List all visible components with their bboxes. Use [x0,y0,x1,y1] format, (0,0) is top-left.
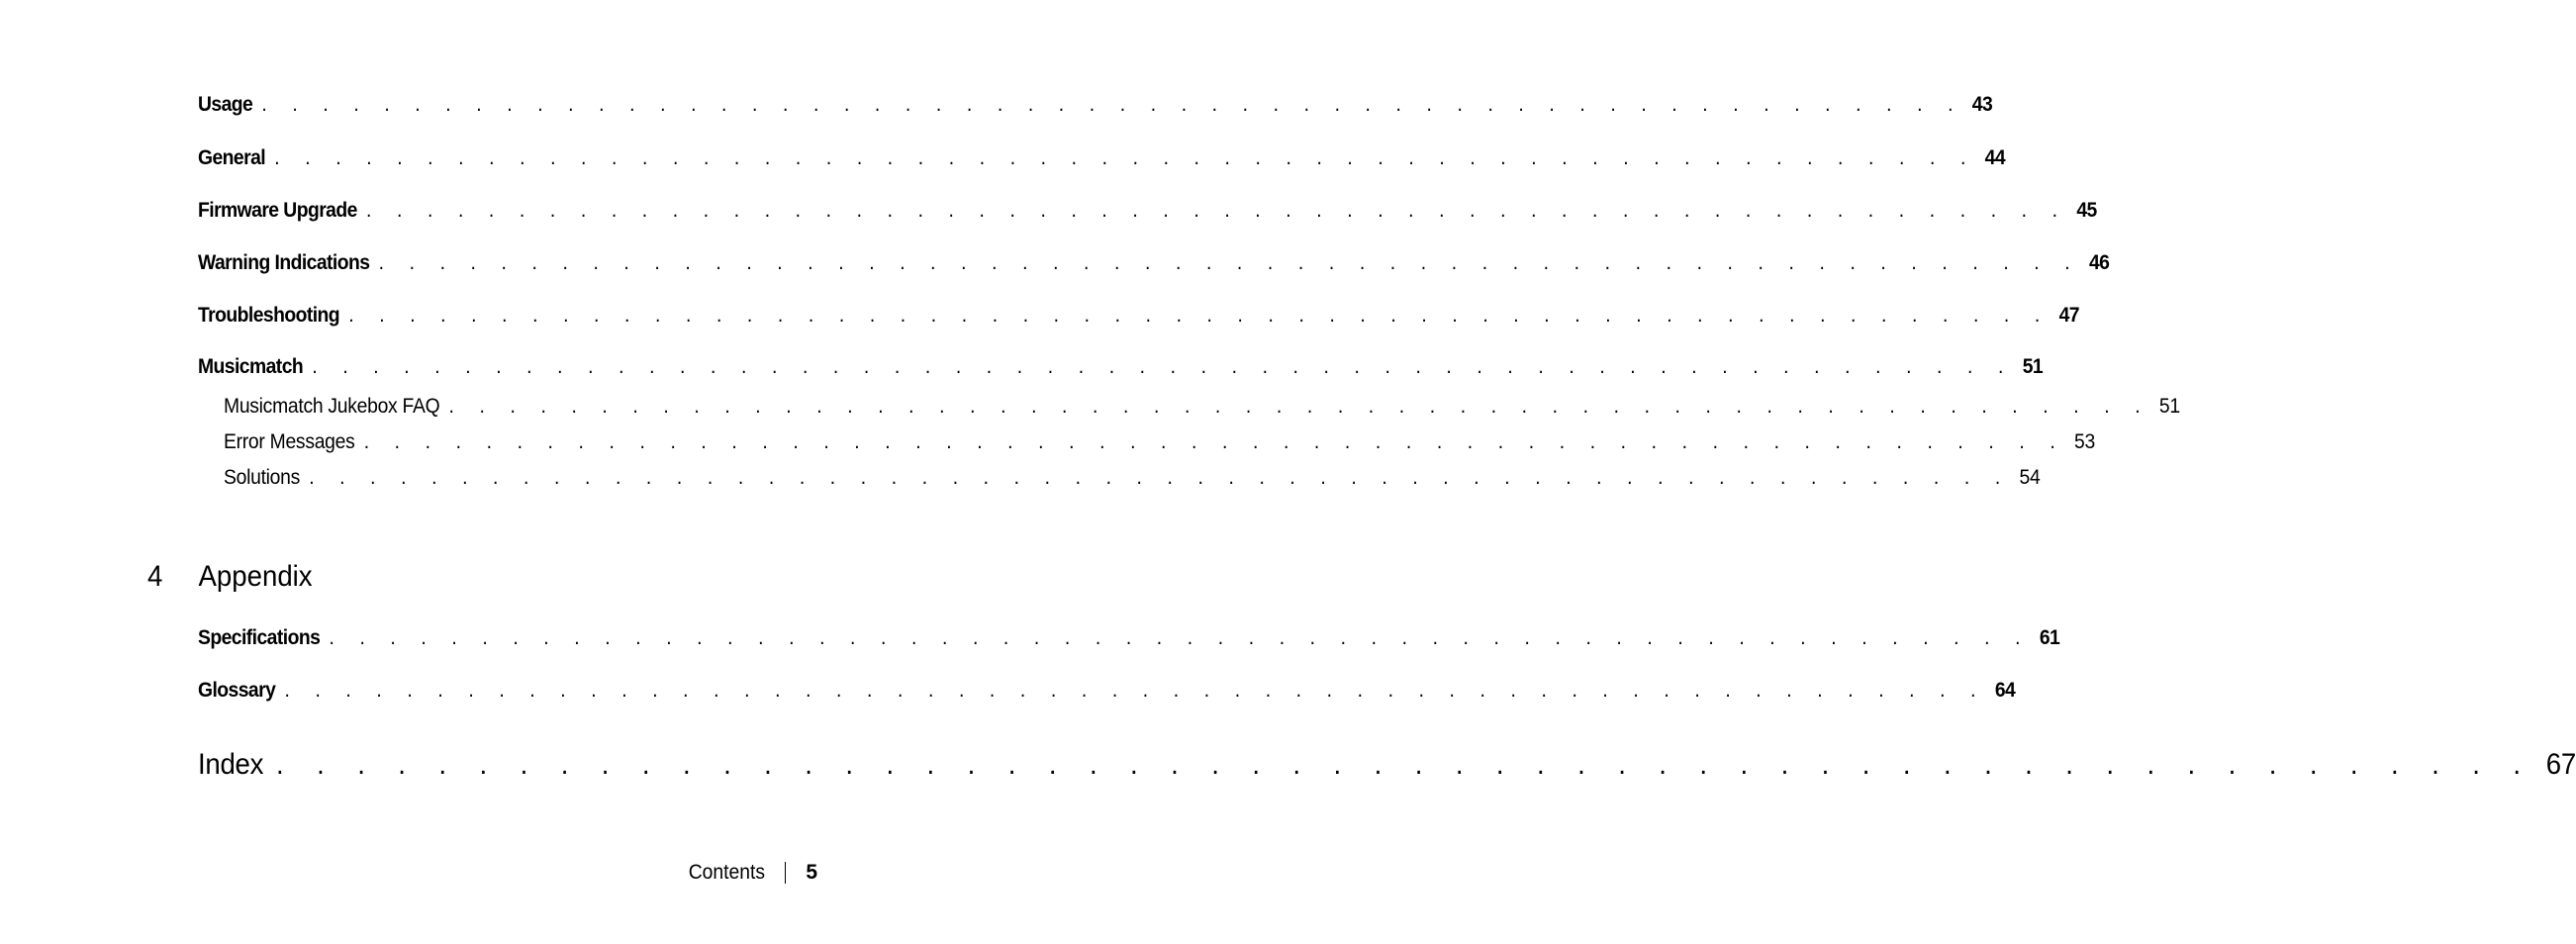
toc-entry-musicmatch[interactable] [198,355,2044,379]
dot-leader: . . . . . . . . . . . . . . . . . . . . . . . . . . . . . . . . . . . . . . . . . . . . . . . . . . . . . . . . [284,679,1986,702]
toc-subentry-label: Error Messages [224,430,355,453]
dot-leader: . . . . . . . . . . . . . . . . . . . . . . . . . . . . . . . . . . . . . . . . . . . . . . . . . . . . . . . . [448,395,2150,418]
index-page: 67 [2545,748,2576,781]
toc-entry-usage[interactable] [198,93,1993,117]
toc-entry-specifications[interactable] [198,626,2060,650]
toc-entry-label: Troubleshooting [198,304,340,327]
dot-leader: . . . . . . . . . . . . . . . . . . . . . . . . . . . . . . . . . . . . . . . . . . . . . . . . . . . . . . . . [274,146,1976,169]
toc-entry-page: 61 [2039,626,2060,649]
toc-entry-warning-indications[interactable] [198,251,2110,275]
dot-leader: . . . . . . . . . . . . . . . . . . . . . . . . . . . . . . . . . . . . . . . . . . . . . . . . . . . . . . . . [329,626,2031,649]
toc-subentry-page: 53 [2074,430,2095,453]
toc-entry-page: 64 [1994,679,2016,702]
toc-entry-page: 43 [1971,93,1993,116]
toc-subentry-jukebox-faq[interactable] [224,395,2180,419]
dot-leader: . . . . . . . . . . . . . . . . . . . . . . . . . . . . . . . . . . . . . . . . . . . . . . . . . . . . . . . . [366,199,2068,222]
index-label: Index [198,748,264,781]
dot-leader: . . . . . . . . . . . . . . . . . . . . . . . . . . . . . . . . . . . . . . . . . . . . . . . . . . . . . . . . [312,355,2014,378]
toc-subentry-solutions[interactable] [224,466,2041,490]
toc-subentry-label: Musicmatch Jukebox FAQ [224,395,440,418]
toc-subentry-page: 51 [2158,395,2180,418]
dot-leader: . . . . . . . . . . . . . . . . . . . . . . . . . . . . . . . . . . . . . . . . . . . . . . . . . . . . . . . . [348,304,2051,327]
dot-leader: . . . . . . . . . . . . . . . . . . . . . . . . . . . . . . . . . . . . . . . . . . . . . . . . . . . . . . . . [363,430,2065,453]
toc-entry-label: Firmware Upgrade [198,199,357,222]
toc-entry-page: 47 [2058,304,2079,327]
chapter-number: 4 [147,560,163,593]
footer-divider [785,862,786,884]
dot-leader: . . . . . . . . . . . . . . . . . . . . . . . . . . . . . . . . . . . . . . . . . . . . . . . . . . . . . . . . [261,93,1963,116]
toc-entry-page: 45 [2076,199,2097,222]
toc-entry-firmware-upgrade[interactable] [198,199,2097,223]
page-footer [0,861,817,885]
toc-subentry-error-messages[interactable] [224,430,2095,454]
chapter-title: Appendix [198,560,313,593]
toc-subentry-page: 54 [2019,466,2041,489]
toc-entry-label: Warning Indications [198,251,370,274]
footer-label: Contents [688,861,766,884]
dot-leader: . . . . . . . . . . . . . . . . . . . . . . . . . . . . . . . . . . . . . . . . . . . . . . . . . . . . . . . . [378,251,2080,274]
toc-subentry-label: Solutions [224,466,301,489]
chapter-heading[interactable] [147,560,313,594]
toc-entry-troubleshooting[interactable] [198,304,2079,328]
toc-entry-index[interactable] [198,748,2576,782]
toc-entry-general[interactable] [198,146,2006,170]
toc-entry-label: Musicmatch [198,355,304,378]
toc-entry-label: Glossary [198,679,276,702]
toc-entry-page: 51 [2022,355,2044,378]
toc-entry-page: 44 [1984,146,2006,169]
toc-entry-label: Specifications [198,626,321,649]
toc-entry-label: General [198,146,266,169]
page-number: 5 [806,861,817,884]
dot-leader: . . . . . . . . . . . . . . . . . . . . . . . . . . . . . . . . . . . . . . . . . . . . . . . . . . . . . . . . [276,748,2533,781]
toc-entry-page: 46 [2088,251,2110,274]
toc-entry-glossary[interactable] [198,679,2016,703]
toc-entry-label: Usage [198,93,253,116]
dot-leader: . . . . . . . . . . . . . . . . . . . . . . . . . . . . . . . . . . . . . . . . . . . . . . . . . . . . . . . . [309,466,2011,489]
